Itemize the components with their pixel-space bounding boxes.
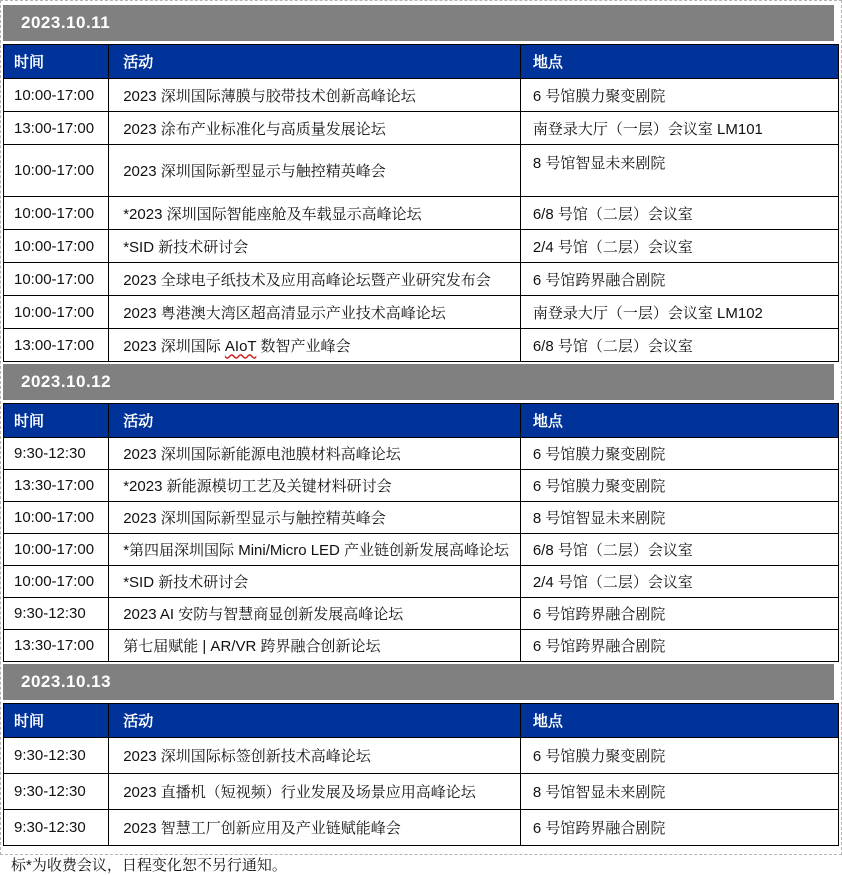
activity-cell: 2023 AI 安防与智慧商显创新发展高峰论坛 (109, 598, 521, 630)
date-label: 2023.10.11 (21, 13, 111, 32)
time-cell: 9:30-12:30 (4, 598, 109, 630)
activity-cell: *2023 深圳国际智能座舱及车载显示高峰论坛 (109, 197, 521, 230)
table-row (4, 79, 839, 112)
table-header-row (4, 404, 839, 438)
location-cell: 6 号馆跨界融合剧院 (520, 598, 838, 630)
table-row (4, 296, 839, 329)
col-header-location: 地点 (520, 404, 838, 438)
activity-cell: 2023 深圳国际新型显示与触控精英峰会 (109, 145, 521, 197)
table-row (4, 329, 839, 362)
table-row (4, 230, 839, 263)
location-cell: 2/4 号馆（二层）会议室 (520, 566, 838, 598)
location-cell: 6/8 号馆（二层）会议室 (520, 534, 838, 566)
table-row (4, 810, 839, 846)
col-header-location: 地点 (520, 45, 838, 79)
activity-cell: 2023 深圳国际新能源电池膜材料高峰论坛 (109, 438, 521, 470)
schedule-table-day1 (3, 44, 839, 362)
location-cell: 6 号馆跨界融合剧院 (520, 263, 838, 296)
time-cell: 10:00-17:00 (4, 230, 109, 263)
location-cell: 6/8 号馆（二层）会议室 (520, 329, 838, 362)
location-cell: 南登录大厅（一层）会议室 LM101 (520, 112, 838, 145)
table-row (4, 263, 839, 296)
col-header-time: 时间 (4, 704, 109, 738)
location-cell: 8 号馆智显未来剧院 (520, 145, 838, 197)
col-header-time: 时间 (4, 45, 109, 79)
table-row (4, 598, 839, 630)
col-header-activity: 活动 (109, 704, 521, 738)
schedule-table-day3 (3, 703, 839, 846)
activity-cell: *2023 新能源模切工艺及关键材料研讨会 (109, 470, 521, 502)
activity-cell: 2023 涂布产业标准化与高质量发展论坛 (109, 112, 521, 145)
location-cell: 6 号馆跨界融合剧院 (520, 810, 838, 846)
time-cell: 10:00-17:00 (4, 197, 109, 230)
time-cell: 9:30-12:30 (4, 810, 109, 846)
col-header-activity: 活动 (109, 45, 521, 79)
date-band-2 (3, 364, 834, 400)
date-band-1 (3, 5, 834, 41)
col-header-activity: 活动 (109, 404, 521, 438)
location-cell: 6 号馆膜力聚变剧院 (520, 438, 838, 470)
location-cell: 6 号馆膜力聚变剧院 (520, 79, 838, 112)
activity-cell: *SID 新技术研讨会 (109, 566, 521, 598)
table-row (4, 470, 839, 502)
activity-cell: 2023 深圳国际薄膜与胶带技术创新高峰论坛 (109, 79, 521, 112)
table-row (4, 774, 839, 810)
footer-note: 标*为收费会议，日程变化恕不另行通知。 (11, 857, 287, 874)
activity-text: 数智产业峰会 (256, 337, 351, 355)
time-cell: 13:30-17:00 (4, 630, 109, 662)
activity-cell: 2023 全球电子纸技术及应用高峰论坛暨产业研究发布会 (109, 263, 521, 296)
activity-cell: 2023 深圳国际标签创新技术高峰论坛 (109, 738, 521, 774)
table-row (4, 112, 839, 145)
time-cell: 13:00-17:00 (4, 329, 109, 362)
location-cell: 2/4 号馆（二层）会议室 (520, 230, 838, 263)
location-cell: 8 号馆智显未来剧院 (520, 774, 838, 810)
activity-cell: 2023 深圳国际新型显示与触控精英峰会 (109, 502, 521, 534)
time-cell: 9:30-12:30 (4, 738, 109, 774)
table-row (4, 630, 839, 662)
table-row (4, 738, 839, 774)
activity-cell (109, 329, 521, 362)
time-cell: 10:00-17:00 (4, 263, 109, 296)
activity-cell: 2023 粤港澳大湾区超高清显示产业技术高峰论坛 (109, 296, 521, 329)
date-label: 2023.10.12 (21, 372, 112, 391)
activity-cell: 2023 智慧工厂创新应用及产业链赋能峰会 (109, 810, 521, 846)
time-cell: 10:00-17:00 (4, 296, 109, 329)
time-cell: 9:30-12:30 (4, 774, 109, 810)
schedule-table-day2 (3, 403, 839, 662)
location-cell: 6/8 号馆（二层）会议室 (520, 197, 838, 230)
table-row (4, 502, 839, 534)
time-cell: 10:00-17:00 (4, 566, 109, 598)
time-cell: 10:00-17:00 (4, 79, 109, 112)
spellcheck-underlined-word: AIoT (224, 337, 257, 355)
location-cell: 8 号馆智显未来剧院 (520, 502, 838, 534)
activity-cell: 第七届赋能 | AR/VR 跨界融合创新论坛 (109, 630, 521, 662)
table-row (4, 145, 839, 197)
activity-cell: *第四届深圳国际 Mini/Micro LED 产业链创新发展高峰论坛 (109, 534, 521, 566)
location-cell: 南登录大厅（一层）会议室 LM102 (520, 296, 838, 329)
table-row (4, 438, 839, 470)
activity-cell: 2023 直播机（短视频）行业发展及场景应用高峰论坛 (109, 774, 521, 810)
location-cell: 6 号馆跨界融合剧院 (520, 630, 838, 662)
activity-text: 2023 深圳国际 (123, 337, 225, 355)
location-cell: 6 号馆膜力聚变剧院 (520, 470, 838, 502)
time-cell: 10:00-17:00 (4, 145, 109, 197)
time-cell: 10:00-17:00 (4, 534, 109, 566)
time-cell: 10:00-17:00 (4, 502, 109, 534)
time-cell: 9:30-12:30 (4, 438, 109, 470)
time-cell: 13:00-17:00 (4, 112, 109, 145)
table-row (4, 534, 839, 566)
date-band-3 (3, 664, 834, 700)
col-header-location: 地点 (520, 704, 838, 738)
date-label: 2023.10.13 (21, 672, 112, 691)
col-header-time: 时间 (4, 404, 109, 438)
location-cell: 6 号馆膜力聚变剧院 (520, 738, 838, 774)
table-row (4, 566, 839, 598)
activity-cell: *SID 新技术研讨会 (109, 230, 521, 263)
table-header-row (4, 45, 839, 79)
table-header-row (4, 704, 839, 738)
time-cell: 13:30-17:00 (4, 470, 109, 502)
table-row (4, 197, 839, 230)
